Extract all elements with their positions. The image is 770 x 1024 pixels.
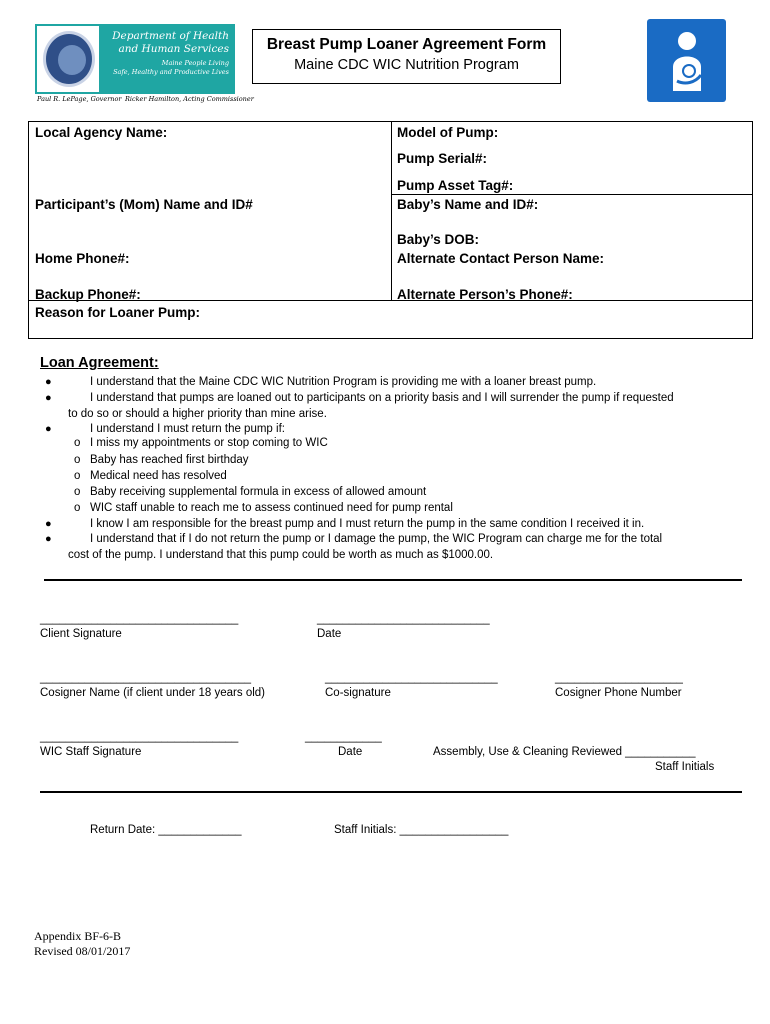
logo-tagline: Maine People Living Safe, Healthy and Productive Lives xyxy=(113,59,229,76)
agreement-item-2: I understand that pumps are loaned out to participants on a priority basis and I will surrender the pump if requested xyxy=(90,392,674,404)
form-subtitle: Maine CDC WIC Nutrition Program xyxy=(294,57,519,73)
sub-bullet-marker: o xyxy=(74,486,81,498)
pump-model-label[interactable]: Model of Pump: xyxy=(397,125,499,140)
bullet-icon: ● xyxy=(45,423,52,435)
return-reason-2: Baby has reached first birthday xyxy=(90,454,249,466)
governor-name: Paul R. LePage, Governor xyxy=(37,95,122,103)
participant-label[interactable]: Participant’s (Mom) Name and ID# xyxy=(35,197,253,212)
agreement-item-4: I know I am responsible for the breast pump and I must return the pump in the same condition I received it in. xyxy=(90,518,645,530)
client-date-label: Date xyxy=(317,628,342,640)
staff-initials-label: Staff Initials xyxy=(655,761,715,773)
appendix-footer xyxy=(34,929,130,959)
staff-signature-label: WIC Staff Signature xyxy=(40,746,142,758)
bullet-icon: ● xyxy=(45,518,52,530)
return-staff-initials-field[interactable]: Staff Initials: _________________ xyxy=(334,824,509,836)
appendix-label: Appendix BF-6-B xyxy=(34,929,121,943)
agreement-item-1: I understand that the Maine CDC WIC Nutrition Program is providing me with a loaner breast pump. xyxy=(90,376,597,388)
return-reason-4: Baby receiving supplemental formula in excess of allowed amount xyxy=(90,486,427,498)
logo-department: Department of Health and Human Services xyxy=(112,30,229,55)
baby-name-label[interactable]: Baby’s Name and ID#: xyxy=(397,197,539,212)
cosigner-name-label: Cosigner Name (if client under 18 years old) xyxy=(40,687,265,699)
client-date-line[interactable]: ___________________________ xyxy=(317,613,490,625)
alt-contact-label[interactable]: Alternate Contact Person Name: xyxy=(397,251,605,266)
home-phone-label[interactable]: Home Phone#: xyxy=(35,251,130,266)
sub-bullet-marker: o xyxy=(74,454,81,466)
return-reason-3: Medical need has resolved xyxy=(90,470,227,482)
sub-bullet-marker: o xyxy=(74,502,81,514)
pump-asset-tag-label[interactable]: Pump Asset Tag#: xyxy=(397,178,514,193)
commissioner-name: Ricker Hamilton, Acting Commissioner xyxy=(125,95,254,103)
reason-label[interactable]: Reason for Loaner Pump: xyxy=(35,305,201,320)
breastfeeding-icon xyxy=(647,19,726,102)
baby-dob-label[interactable]: Baby’s DOB: xyxy=(397,232,480,247)
agreement-item-2-cont: to do so or should a higher priority than mine arise. xyxy=(68,408,327,420)
return-date-field[interactable]: Return Date: _____________ xyxy=(90,824,242,836)
backup-phone-label[interactable]: Backup Phone#: xyxy=(35,287,141,302)
bullet-icon: ● xyxy=(45,392,52,404)
dhhs-logo xyxy=(35,24,235,94)
loan-agreement-heading: Loan Agreement: xyxy=(40,355,159,371)
client-signature-label: Client Signature xyxy=(40,628,122,640)
agreement-item-3: I understand I must return the pump if: xyxy=(90,423,285,435)
staff-date-label: Date xyxy=(338,746,363,758)
alt-phone-label[interactable]: Alternate Person’s Phone#: xyxy=(397,287,573,302)
staff-signature-line[interactable]: _______________________________ xyxy=(40,731,239,743)
sub-bullet-marker: o xyxy=(74,470,81,482)
cosigner-phone-line[interactable]: ____________________ xyxy=(555,672,683,684)
pump-serial-label[interactable]: Pump Serial#: xyxy=(397,151,488,166)
form-title: Breast Pump Loaner Agreement Form xyxy=(266,36,547,53)
cosigner-name-line[interactable]: _________________________________ xyxy=(40,672,252,684)
divider-line xyxy=(44,579,742,581)
maine-seal-icon xyxy=(37,26,99,92)
revised-date: Revised 08/01/2017 xyxy=(34,944,131,958)
agreement-item-5-cont: cost of the pump. I understand that this pump could be worth as much as $1000.00. xyxy=(68,549,494,561)
return-reason-1: I miss my appointments or stop coming to WIC xyxy=(90,437,328,449)
assembly-reviewed-field[interactable]: Assembly, Use & Cleaning Reviewed ___________ xyxy=(433,746,696,758)
form-title-box xyxy=(252,29,561,84)
local-agency-label[interactable]: Local Agency Name: xyxy=(35,125,168,140)
participant-info-table xyxy=(28,121,753,339)
bullet-icon: ● xyxy=(45,533,52,545)
client-signature-line[interactable]: _______________________________ xyxy=(40,613,239,625)
agreement-item-5: I understand that if I do not return the pump or I damage the pump, the WIC Program can charge me for the total xyxy=(90,533,663,545)
staff-date-line[interactable]: ____________ xyxy=(305,731,382,743)
sub-bullet-marker: o xyxy=(74,437,81,449)
bullet-icon: ● xyxy=(45,376,52,388)
cosignature-label: Co-signature xyxy=(325,687,391,699)
cosigner-phone-label: Cosigner Phone Number xyxy=(555,687,682,699)
cosignature-line[interactable]: ___________________________ xyxy=(325,672,498,684)
return-reason-5: WIC staff unable to reach me to assess continued need for pump rental xyxy=(90,502,453,514)
divider-line xyxy=(40,791,742,793)
